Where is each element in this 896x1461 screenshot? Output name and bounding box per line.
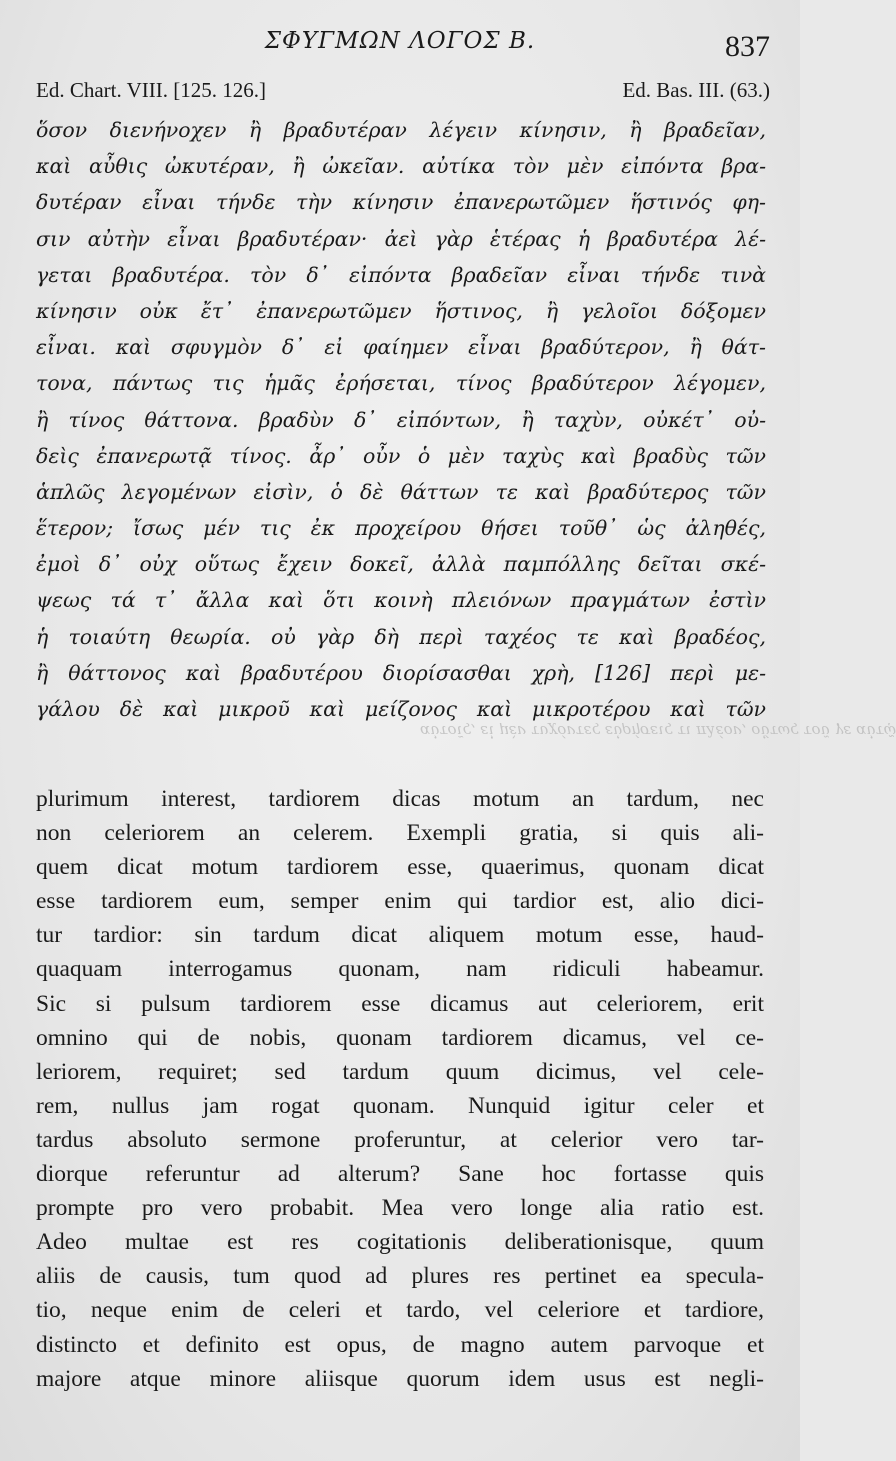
greek-text-line: σιν αὐτὴν εἶναι βραδυτέραν· ἀεὶ γὰρ ἑτέρας ἡ βραδυτέρα λέ- [36,226,766,251]
edition-basel-reference: Ed. Bas. III. (63.) [622,78,770,102]
greek-text-line: ὅσον διενήνοχεν ἢ βραδυτέραν λέγειν κίνησιν, ἢ βραδεῖαν, [36,118,766,142]
page-number: 837 [725,30,770,63]
latin-text-line: tur tardior: sin tardum dicat aliquem motum esse, haud- [36,922,764,949]
edition-reference-line [36,78,770,108]
running-title: ΣΦΥΓΜΩΝ ΛΟΓΟΣ Β. [264,28,536,54]
greek-text-line: γεται βραδυτέρα. τὸν δ᾽ εἰπόντα βραδεῖαν εἶναι τήνδε τινὰ [36,262,766,287]
latin-text-line: esse tardiorem eum, semper enim qui tardior est, alio dici- [36,888,764,915]
latin-text-line: tio, neque enim de celeri et tardo, vel celeriore et tardiore, [36,1297,764,1324]
greek-text-line: ἢ τίνος θάττονα. βραδὺν δ᾽ εἰπόντων, ἢ ταχὺν, οὐκέτ᾽ οὐ- [36,407,766,432]
bleed-through-text: αὐτοῖς, εἰ μὲν τυχόντες εὑρήσεις τι πλέον, οὕτως τοῦ γε αὐτῷ [420,722,896,740]
greek-text-line: ἁπλῶς λεγομένων εἰσὶν, ὁ δὲ θάττων τε καὶ βραδύτερος τῶν [36,479,766,504]
latin-text-line: majore atque minore aliisque quorum idem usus est negli- [36,1365,764,1392]
greek-text-line: ἐμοὶ δ᾽ οὐχ οὕτως ἔχειν δοκεῖ, ἀλλὰ παμπόλλης δεῖται σκέ- [36,552,766,577]
latin-text-line: quem dicat motum tardiorem esse, quaerimus, quonam dicat [36,854,764,881]
latin-text-line: quaquam interrogamus quonam, nam ridiculi habeamur. [36,956,764,983]
latin-text-line: Adeo multae est res cogitationis deliberationisque, quum [36,1229,764,1256]
greek-text-block [36,112,766,727]
greek-text-line: ψεως τά τ᾽ ἄλλα καὶ ὅτι κοινὴ πλειόνων πραγμάτων ἐστὶν [36,588,766,613]
edition-chartier-reference: Ed. Chart. VIII. [125. 126.] [36,78,266,102]
latin-text-line: non celeriorem an celerem. Exempli gratia, si quis ali- [36,820,764,847]
greek-text-line: τονα, πάντως τις ἡμᾶς ἐρήσεται, τίνος βραδύτερον λέγομεν, [36,371,766,396]
latin-text-block [36,782,764,1396]
greek-text-line: δεὶς ἐπανερωτᾷ τίνος. ἆρ᾽ οὖν ὁ μὲν ταχὺς καὶ βραδὺς τῶν [36,443,766,468]
greek-text-line: δυτέραν εἶναι τήνδε τὴν κίνησιν ἐπανερωτῶμεν ἥστινός φη- [36,190,766,215]
latin-text-line: leriorem, requiret; sed tardum quum dicimus, vel cele- [36,1058,764,1085]
latin-text-line: rem, nullus jam rogat quonam. Nunquid igitur celer et [36,1092,764,1119]
latin-text-line: plurimum interest, tardiorem dicas motum an tardum, nec [36,786,764,812]
latin-text-line: diorque referuntur ad alterum? Sane hoc fortasse quis [36,1161,764,1188]
latin-text-line: omnino qui de nobis, quonam tardiorem dicamus, vel ce- [36,1024,764,1051]
greek-text-line: γάλου δὲ καὶ μικροῦ καὶ μείζονος καὶ μικροτέρου καὶ τῶν [36,697,766,721]
greek-text-line: καὶ αὖθις ὠκυτέραν, ἢ ὠκεῖαν. αὐτίκα τὸν μὲν εἰπόντα βρα- [36,154,766,179]
greek-text-line: ἕτερον; ἴσως μέν τις ἐκ προχείρου θήσει τοῦθ᾽ ὡς ἀληθές, [36,516,766,541]
latin-text-line: prompte pro vero probabit. Mea vero longe alia ratio est. [36,1195,764,1222]
greek-text-line: ἢ θάττονος καὶ βραδυτέρου διορίσασθαι χρὴ, [126] περὶ με- [36,660,766,685]
latin-text-line: aliis de causis, tum quod ad plures res pertinet ea specula- [36,1263,764,1290]
latin-text-line: Sic si pulsum tardiorem esse dicamus aut celeriorem, erit [36,990,764,1017]
greek-text-line: εἶναι. καὶ σφυγμὸν δ᾽ εἰ φαίημεν εἶναι βραδύτερον, ἢ θάτ- [36,335,766,360]
latin-text-line: distincto et definito est opus, de magno autem parvoque et [36,1331,764,1358]
greek-text-line: ἡ τοιαύτη θεωρία. οὐ γὰρ δὴ περὶ ταχέος τε καὶ βραδέος, [36,624,766,649]
greek-text-line: κίνησιν οὐκ ἔτ᾽ ἐπανερωτῶμεν ἥστινος, ἢ γελοῖοι δόξομεν [36,298,766,323]
latin-text-line: tardus absoluto sermone proferuntur, at celerior vero tar- [36,1126,764,1153]
